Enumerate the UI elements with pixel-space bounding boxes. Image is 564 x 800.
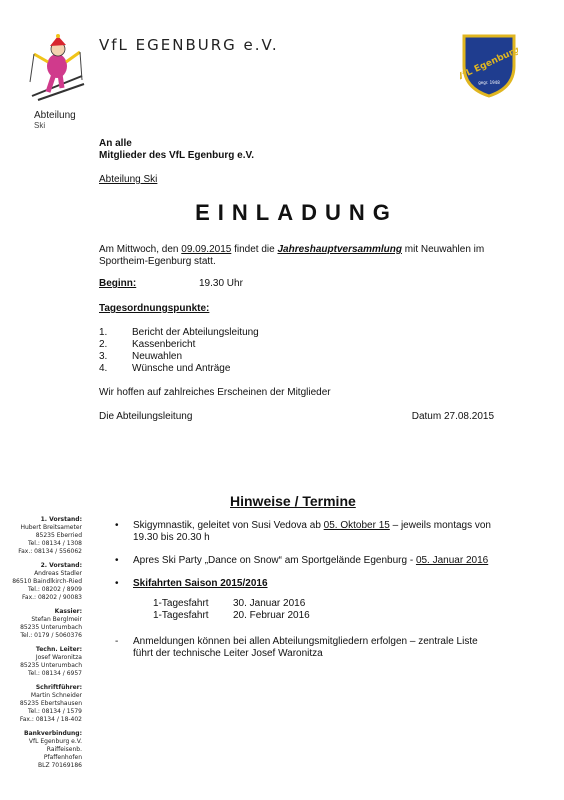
dash-icon: -	[115, 636, 119, 647]
note-item-registration: - Anmeldungen können bei allen Abteilungsmitgliedern erfolgen – zentrale Liste führt der technische Leiter Josef Waronitza	[115, 636, 478, 659]
agenda-item: 4. Wünsche und Anträge	[99, 363, 231, 374]
notes-list	[115, 520, 500, 671]
meeting-date: 09.09.2015	[181, 244, 232, 255]
contact-vice-chairman: 2. Vorstand: Andreas Stadler 86510 Baindlkirch-Ried Tel.: 08202 / 8909 Fax.: 08202 / 90083	[12, 562, 82, 601]
event-name: Jahreshauptversammlung	[277, 244, 402, 255]
club-crest-icon	[460, 32, 518, 98]
contact-technical-lead: Techn. Leiter: Josef Waronitza 85235 Unterumbach Tel.: 08134 / 6957	[20, 646, 82, 677]
notes-title: Hinweise / Termine	[230, 493, 356, 509]
bullet-icon: •	[115, 555, 119, 566]
closing-line: Wir hoffen auf zahlreiches Erscheinen der Mitglieder	[99, 387, 331, 398]
skier-logo	[28, 32, 86, 102]
department-label: Abteilung	[34, 110, 76, 121]
agenda-list	[99, 327, 494, 375]
letter-date: Datum 27.08.2015	[411, 411, 494, 422]
start-row	[99, 278, 494, 290]
organization-name: VfL EGENBURG e.V.	[99, 36, 279, 54]
bullet-icon: •	[115, 520, 119, 531]
invitation-letter	[99, 138, 494, 423]
bullet-icon: •	[115, 578, 119, 589]
agenda-item: 1. Bericht der Abteilungsleitung	[99, 327, 259, 338]
note-item-gymnastics: • Skigymnastik, geleitet von Susi Vedova ab 05. Oktober 15 – jeweils montags von 19.30 bis 20.30 h	[115, 520, 491, 543]
address-line-2: Mitglieder des VfL Egenburg e.V.	[99, 150, 255, 161]
bank-details: Bankverbindung: VfL Egenburg e.V. Raiffeisenb. Pfaffenhofen BLZ 70169186	[24, 730, 82, 769]
contact-treasurer: Kassier: Stefan Berglmeir 85235 Unterumbach Tel.: 0179 / 5060376	[20, 608, 82, 639]
department-label-sub: Ski	[34, 122, 46, 128]
crest-year: gegr. 1948	[478, 80, 500, 85]
start-time: 19.30 Uhr	[199, 278, 243, 289]
contact-chairman: 1. Vorstand: Hubert Breitsameter 85235 Eberried Tel.: 08134 / 1308 Fax.: 08134 / 556062	[18, 516, 82, 555]
crest-text: VfL Egenburg	[460, 45, 518, 84]
trip-row: 1-Tagesfahrt 20. Februar 2016	[153, 610, 310, 621]
signature: Die Abteilungsleitung	[99, 411, 193, 422]
agenda-title: Tagesordnungspunkte:	[99, 303, 210, 314]
board-contacts	[4, 516, 82, 776]
document-title: EINLADUNG	[195, 200, 398, 225]
trip-row: 1-Tagesfahrt 30. Januar 2016	[153, 598, 306, 609]
note-item-ski-trips: • Skifahrten Saison 2015/2016	[115, 578, 268, 589]
agenda-item: 3. Neuwahlen	[99, 351, 183, 362]
start-label: Beginn:	[99, 278, 137, 289]
address-line-1: An alle	[99, 138, 132, 149]
contact-secretary: Schriftführer: Martin Schneider 85235 Ebertshausen Tel.: 08134 / 1579 Fax.: 08134 / 18-402	[19, 684, 82, 723]
department-line: Abteilung Ski	[99, 174, 158, 185]
note-item-party: • Apres Ski Party „Dance on Snow“ am Sportgelände Egenburg - 05. Januar 2016	[115, 555, 489, 566]
agenda-item: 2. Kassenbericht	[99, 339, 196, 350]
signature-row	[99, 411, 494, 423]
trip-list	[115, 598, 500, 622]
invitation-body: Am Mittwoch, den 09.09.2015 findet die Jahreshauptversammlung mit Neuwahlen im Sportheim-Egenburg statt.	[99, 244, 485, 267]
